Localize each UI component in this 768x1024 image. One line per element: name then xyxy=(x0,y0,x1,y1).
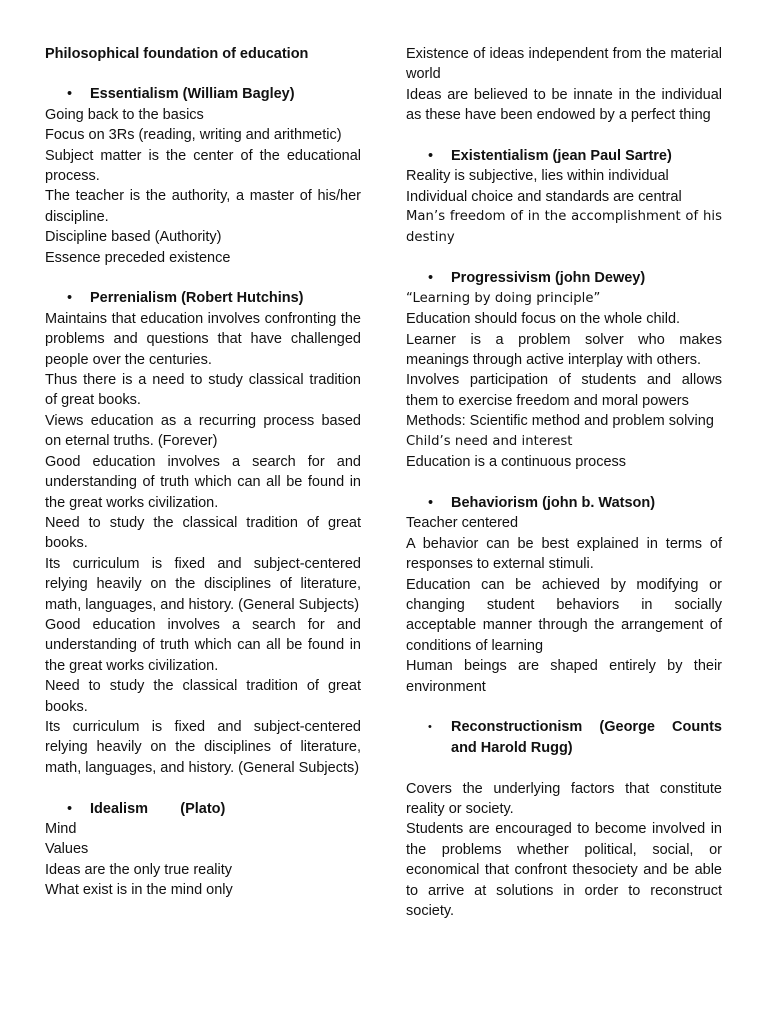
section-spacer xyxy=(406,697,722,717)
perrenialism-line: Need to study the classical tradition of great books. xyxy=(45,514,361,552)
behaviorism-line: Teacher centered xyxy=(406,515,519,532)
essentialism-line: The teacher is the authority, a master of his/her discipline. xyxy=(45,188,361,225)
section-spacer xyxy=(406,126,722,146)
idealism-heading xyxy=(45,799,361,819)
left-column xyxy=(45,44,361,901)
essentialism-line: Focus on 3Rs (reading, writing and arithmetic) xyxy=(45,127,342,144)
reconstructionism-title: Reconstructionism (George Counts and Harold Rugg) xyxy=(451,719,722,756)
bullet-icon: • xyxy=(67,86,73,103)
bullet-icon: • xyxy=(428,270,434,287)
essentialism-heading xyxy=(45,84,361,104)
idealism-continued-line: Ideas are believed to be innate in the individual as these have been endowed by a perfect thing xyxy=(406,86,722,124)
existentialism-heading xyxy=(406,146,722,166)
idealism-line: Ideas are the only true reality xyxy=(45,861,232,878)
progressivism-title: Progressivism (john Dewey) xyxy=(451,270,646,287)
existentialism-title: Existentialism (jean Paul Sartre) xyxy=(451,148,672,165)
right-column xyxy=(406,44,722,921)
perrenialism-line: Maintains that education involves confronting the problems and questions that have challenged people over the centuries. xyxy=(45,310,361,368)
perrenialism-line: Thus there is a need to study classical tradition of great books. xyxy=(45,372,361,409)
existentialism-line: Man’s freedom of in the accomplishment of his destiny xyxy=(406,209,722,245)
perrenialism-line: Good education involves a search for and understanding of truth which can all be found in the great works civilization. xyxy=(45,453,361,511)
essentialism-line: Discipline based (Authority) xyxy=(45,229,222,246)
bullet-icon: • xyxy=(428,148,434,165)
idealism-line: Mind xyxy=(45,821,77,837)
existentialism-line: Individual choice and standards are central xyxy=(406,188,682,205)
idealism-title: Idealism (Plato) xyxy=(90,800,226,817)
perrenialism-line: Good education involves a search for and understanding of truth which can all be found in the great works civilization. xyxy=(45,616,361,674)
existentialism-line: Reality is subjective, lies within individual xyxy=(406,168,669,185)
section-spacer xyxy=(406,248,722,268)
behaviorism-line: Education can be achieved by modifying or changing student behaviors in socially acceptable manner through the arrangement of conditions of learning xyxy=(406,576,722,654)
bullet-icon: • xyxy=(67,800,73,817)
reconstructionism-line: Covers the underlying factors that constitute reality or society. xyxy=(406,780,722,817)
progressivism-line: Education is a continuous process xyxy=(406,454,627,471)
page-title: Philosophical foundation of education xyxy=(45,46,309,62)
bullet-icon: • xyxy=(428,721,432,734)
behaviorism-line: Human beings are shaped entirely by their environment xyxy=(406,658,722,695)
behaviorism-title: Behaviorism (john b. Watson) xyxy=(451,494,656,511)
reconstructionism-line: Students are encouraged to become involved in the problems whether political, social, or economical that confront thesociety and be able to arrive at solutions in order to reconstruct society. xyxy=(406,821,722,919)
perrenialism-line: Views education as a recurring process based on eternal truths. (Forever) xyxy=(45,412,361,450)
progressivism-line: “Learning by doing principle” xyxy=(406,290,601,306)
perrenialism-line: Its curriculum is fixed and subject-centered relying heavily on the disciplines of literature, math, languages, and history. (General Subjects) xyxy=(45,718,361,776)
section-spacer xyxy=(45,268,361,288)
bullet-icon: • xyxy=(428,494,434,511)
behaviorism-heading xyxy=(406,493,722,513)
progressivism-line: Education should focus on the whole child. xyxy=(406,311,681,328)
idealism-continued-line: Existence of ideas independent from the material world xyxy=(406,46,722,83)
section-spacer xyxy=(45,778,361,798)
reconstructionism-heading xyxy=(406,717,722,758)
progressivism-line: Methods: Scientific method and problem solving xyxy=(406,413,714,430)
essentialism-line: Subject matter is the center of the educational process. xyxy=(45,147,361,185)
perrenialism-heading xyxy=(45,288,361,308)
bullet-icon: • xyxy=(67,290,73,307)
essentialism-line: Essence preceded existence xyxy=(45,249,231,266)
progressivism-heading xyxy=(406,268,722,288)
perrenialism-title: Perrenialism (Robert Hutchins) xyxy=(90,290,304,307)
progressivism-line: Learner is a problem solver who makes meanings through active interplay with others. xyxy=(406,331,722,369)
section-spacer xyxy=(406,473,722,493)
essentialism-title: Essentialism (William Bagley) xyxy=(90,86,295,103)
perrenialism-line: Need to study the classical tradition of great books. xyxy=(45,678,361,715)
idealism-line: Values xyxy=(45,841,89,858)
progressivism-line: Involves participation of students and allows them to exercise freedom and moral powers xyxy=(406,372,722,409)
idealism-line: What exist is in the mind only xyxy=(45,882,233,899)
progressivism-line: Child’s need and interest xyxy=(406,433,573,449)
essentialism-line: Going back to the basics xyxy=(45,106,204,123)
perrenialism-line: Its curriculum is fixed and subject-centered relying heavily on the disciplines of literature, math, languages, and history. (General Subjects) xyxy=(45,555,361,613)
section-spacer xyxy=(406,758,722,778)
behaviorism-line: A behavior can be best explained in terms of responses to external stimuli. xyxy=(406,535,722,573)
